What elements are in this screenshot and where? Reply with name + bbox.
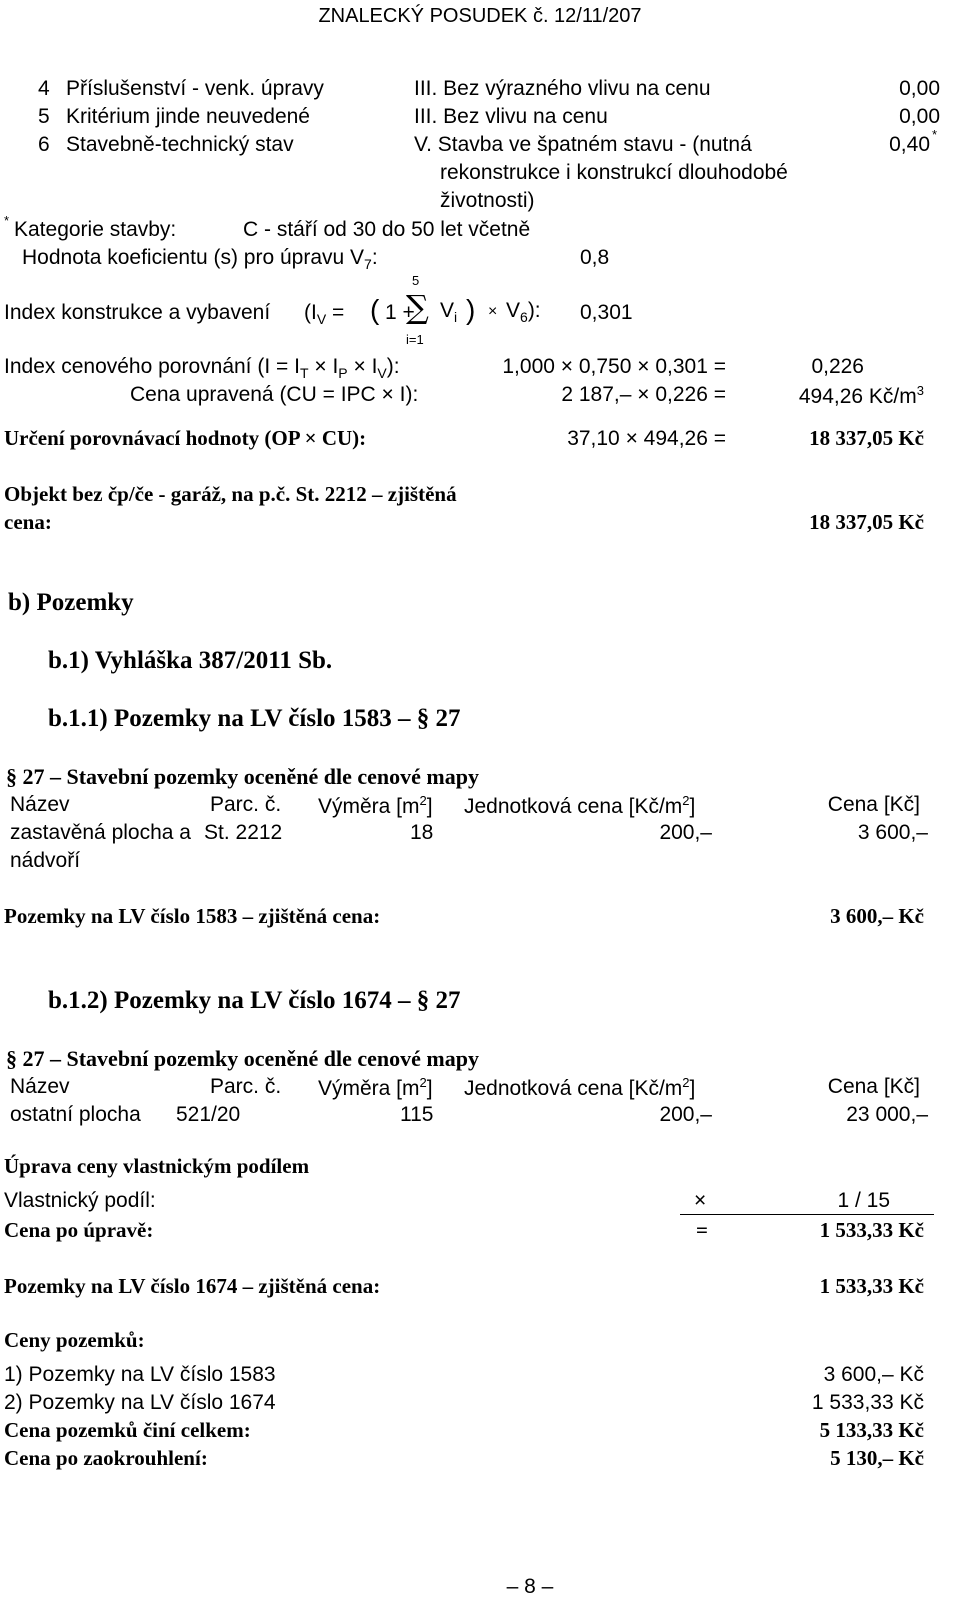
lv1674-subheading: § 27 – Stavební pozemky oceněné dle cenové mapy	[6, 1046, 479, 1071]
times-sign: ×	[488, 303, 498, 320]
lv1583-total-value: 3 600,– Kč	[830, 904, 924, 928]
col-parc: Parc. č.	[210, 793, 282, 816]
page-header: ZNALECKÝ POSUDEK č. 12/11/207	[318, 5, 642, 27]
after-op: =	[696, 1218, 708, 1242]
paren-close: )	[466, 294, 476, 325]
col-parc: Parc. č.	[210, 1075, 282, 1098]
op-value: 18 337,05 Kč	[809, 426, 924, 450]
summary-round-value: 5 130,– Kč	[830, 1446, 924, 1470]
index-constr-value: 0,301	[580, 301, 633, 324]
col-name: Název	[10, 1075, 70, 1098]
object-value: 18 337,05 Kč	[809, 510, 924, 534]
summary-item-label: 1) Pozemky na LV číslo 1583	[4, 1363, 276, 1386]
summary-item-value: 3 600,– Kč	[823, 1363, 924, 1386]
sum-lower: i=1	[406, 332, 424, 347]
summary-total-label: Cena pozemků činí celkem:	[4, 1418, 251, 1442]
section-heading: b) Pozemky	[8, 589, 134, 616]
row-name: ostatní plocha	[10, 1103, 141, 1126]
footnote-marker: *	[932, 127, 938, 142]
criteria-level-cont: životnosti)	[440, 189, 535, 212]
op-calc: 37,10 × 494,26 =	[567, 427, 726, 450]
lv1674-heading: b.1.2) Pozemky na LV číslo 1674 – § 27	[48, 987, 461, 1014]
criteria-name: Stavebně-technický stav	[66, 133, 294, 156]
index-constr-open: ($I_V$ =	[304, 301, 345, 328]
after-label: Cena po úpravě:	[4, 1218, 154, 1242]
criteria-level-cont: rekonstrukce i konstrukcí dlouhodobé	[440, 161, 788, 184]
row-parc: St. 2212	[204, 821, 283, 844]
summary-round-label: Cena po zaokrouhlení:	[4, 1446, 208, 1470]
summary-item-value: 1 533,33 Kč	[811, 1391, 924, 1414]
col-area: Výměra $[m^2]$	[318, 793, 433, 818]
index-compare-value: 0,226	[811, 355, 864, 378]
object-label-cont: cena:	[4, 510, 52, 534]
section-subheading: b.1) Vyhláška 387/2011 Sb.	[48, 647, 333, 674]
row-unit: 200,–	[659, 1103, 712, 1126]
footnote-marker: *	[4, 213, 10, 228]
op-label: Určení porovnávací hodnoty (OP × CU):	[4, 426, 367, 450]
coef-value: 0,8	[580, 246, 610, 269]
sum-upper: 5	[412, 273, 420, 288]
row-unit: 200,–	[659, 821, 712, 844]
price-adj-calc: 2 187,– × 0,226 =	[561, 383, 726, 406]
row-price: 3 600,–	[857, 821, 928, 844]
object-label: Objekt bez čp/če - garáž, na p.č. St. 2212 – zjištěná	[4, 482, 457, 506]
col-name: Název	[10, 793, 70, 816]
divider-line	[680, 1214, 934, 1215]
vi: $V_i$	[440, 299, 458, 326]
index-compare-calc: 1,000 × 0,750 × 0,301 =	[502, 355, 726, 378]
share-value: 1 / 15	[837, 1189, 890, 1212]
summary-item-label: 2) Pozemky na LV číslo 1674	[4, 1391, 276, 1414]
col-unit: Jednotková cena $[Kč/m^2]$	[464, 1075, 696, 1100]
page-number: – 8 –	[506, 1575, 554, 1598]
after-value: 1 533,33 Kč	[819, 1218, 924, 1242]
criteria-level: III. Bez vlivu na cenu	[414, 105, 608, 128]
price-adj-label: Cena upravená (CU = IPC × I):	[130, 383, 419, 406]
row-parc: 521/20	[176, 1103, 241, 1126]
lv1674-total-value: 1 533,33 Kč	[819, 1274, 924, 1298]
one-plus: 1 +	[385, 301, 415, 324]
lv1674-total-label: Pozemky na LV číslo 1674 – zjištěná cena:	[4, 1274, 381, 1298]
criteria-value: 0,40	[889, 133, 930, 156]
criteria-num: 6	[38, 133, 50, 156]
col-price: Cena [Kč]	[827, 793, 920, 816]
share-heading: Úprava ceny vlastnickým podílem	[4, 1154, 310, 1178]
index-compare-label: Index cenového porovnání $(I = I_T \times I_P \times I_V)$:	[4, 355, 400, 382]
row-name: zastavěná plocha a	[10, 821, 191, 844]
v6: $V_6$):	[506, 299, 541, 326]
share-label: Vlastnický podíl:	[4, 1189, 156, 1212]
footnote-label: Kategorie stavby:	[14, 218, 177, 241]
criteria-name: Kritérium jinde neuvedené	[66, 105, 310, 128]
row-area: 18	[410, 821, 434, 844]
row-price: 23 000,–	[846, 1103, 928, 1126]
summary-heading: Ceny pozemků:	[4, 1328, 145, 1352]
footnote-value: C - stáří od 30 do 50 let včetně	[243, 218, 531, 241]
criteria-value: 0,00	[899, 105, 940, 128]
lv1583-subheading: § 27 – Stavební pozemky oceněné dle cenové mapy	[6, 764, 479, 789]
col-area: Výměra $[m^2]$	[318, 1075, 433, 1100]
criteria-num: 4	[38, 77, 50, 100]
paren-open: (	[370, 294, 380, 325]
coef-label: Hodnota koeficientu (s) pro úpravu $V_7$:	[22, 246, 378, 273]
price-adj-value: 494,26 $Kč/m^3$	[798, 383, 924, 408]
row-name-cont: nádvoří	[10, 849, 81, 872]
summary-total-value: 5 133,33 Kč	[819, 1418, 924, 1442]
share-op: ×	[694, 1189, 707, 1212]
index-constr-label: Index konstrukce a vybavení	[4, 301, 271, 324]
lv1583-total-label: Pozemky na LV číslo 1583 – zjištěná cena:	[4, 904, 381, 928]
row-area: 115	[400, 1103, 434, 1126]
sum-sign: ∑	[406, 288, 429, 326]
criteria-num: 5	[38, 105, 50, 128]
criteria-name: Příslušenství - venk. úpravy	[66, 77, 324, 100]
criteria-level: V. Stavba ve špatném stavu - (nutná	[414, 133, 752, 156]
col-unit: Jednotková cena $[Kč/m^2]$	[464, 793, 696, 818]
criteria-level: III. Bez výrazného vlivu na cenu	[414, 77, 711, 100]
col-price: Cena [Kč]	[827, 1075, 920, 1098]
lv1583-heading: b.1.1) Pozemky na LV číslo 1583 – § 27	[48, 705, 461, 732]
criteria-value: 0,00	[899, 77, 940, 100]
